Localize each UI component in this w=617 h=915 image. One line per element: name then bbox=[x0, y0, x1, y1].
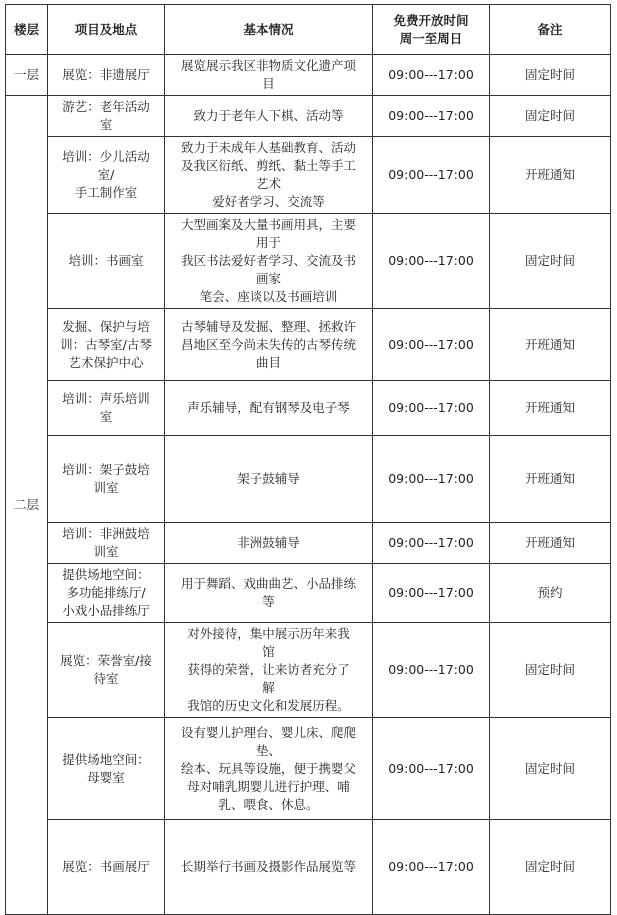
table-row bbox=[6, 96, 611, 137]
note-cell: 开班通知 bbox=[490, 523, 611, 564]
time-cell: 09:00---17:00 bbox=[373, 436, 490, 523]
project-cell: 发掘、保护与培 训：古琴室/古琴 艺术保护中心 bbox=[48, 309, 165, 381]
info-cell: 致力于老年人下棋、活动等 bbox=[165, 96, 373, 137]
project-cell: 展览：非遗展厅 bbox=[48, 55, 165, 96]
project-cell: 培训：声乐培训 室 bbox=[48, 381, 165, 436]
time-cell: 09:00---17:00 bbox=[373, 214, 490, 309]
time-cell: 09:00---17:00 bbox=[373, 55, 490, 96]
note-cell: 开班通知 bbox=[490, 309, 611, 381]
project-cell: 游艺：老年活动 室 bbox=[48, 96, 165, 137]
time-cell: 09:00---17:00 bbox=[373, 820, 490, 915]
info-cell: 用于舞蹈、戏曲曲艺、小品排练 等 bbox=[165, 564, 373, 623]
header-row bbox=[6, 5, 611, 55]
note-cell: 开班通知 bbox=[490, 137, 611, 214]
note-cell: 固定时间 bbox=[490, 96, 611, 137]
info-cell: 展览展示我区非物质文化遗产项 目 bbox=[165, 55, 373, 96]
project-cell: 展览：荣誉室/接 待室 bbox=[48, 623, 165, 718]
note-cell: 开班通知 bbox=[490, 381, 611, 436]
table-row bbox=[6, 214, 611, 309]
project-cell: 培训：架子鼓培 训室 bbox=[48, 436, 165, 523]
table-row bbox=[6, 523, 611, 564]
table-row bbox=[6, 137, 611, 214]
info-cell: 大型画案及大量书画用具，主要 用于 我区书法爱好者学习、交流及书 画家 笔会、座谈以及书画培训 bbox=[165, 214, 373, 309]
info-cell: 声乐辅导，配有钢琴及电子琴 bbox=[165, 381, 373, 436]
time-cell: 09:00---17:00 bbox=[373, 96, 490, 137]
project-cell: 培训：非洲鼓培 训室 bbox=[48, 523, 165, 564]
note-cell: 固定时间 bbox=[490, 820, 611, 915]
time-cell: 09:00---17:00 bbox=[373, 309, 490, 381]
project-cell: 提供场地空间： 母婴室 bbox=[48, 718, 165, 820]
time-cell: 09:00---17:00 bbox=[373, 623, 490, 718]
note-cell: 开班通知 bbox=[490, 436, 611, 523]
schedule-table bbox=[5, 4, 611, 915]
info-cell: 长期举行书画及摄影作品展览等 bbox=[165, 820, 373, 915]
time-cell: 09:00---17:00 bbox=[373, 137, 490, 214]
time-cell: 09:00---17:00 bbox=[373, 564, 490, 623]
project-cell: 提供场地空间： 多功能排练厅/ 小戏小品排练厅 bbox=[48, 564, 165, 623]
floor-cell-first: 一层 bbox=[6, 55, 48, 96]
note-cell: 固定时间 bbox=[490, 718, 611, 820]
time-cell: 09:00---17:00 bbox=[373, 718, 490, 820]
note-cell: 预约 bbox=[490, 564, 611, 623]
header-floor: 楼层 bbox=[6, 5, 48, 55]
header-info: 基本情况 bbox=[165, 5, 373, 55]
time-cell: 09:00---17:00 bbox=[373, 523, 490, 564]
table-row bbox=[6, 381, 611, 436]
info-cell: 非洲鼓辅导 bbox=[165, 523, 373, 564]
project-cell: 展览：书画展厅 bbox=[48, 820, 165, 915]
project-cell: 培训：少儿活动 室/ 手工制作室 bbox=[48, 137, 165, 214]
info-cell: 设有婴儿护理台、婴儿床、爬爬 垫、 绘本、玩具等设施，便于携婴父 母对哺乳期婴儿进行护理、哺 乳、喂食、休息。 bbox=[165, 718, 373, 820]
table-row bbox=[6, 623, 611, 718]
info-cell: 致力于未成年人基础教育、活动 及我区衍纸、剪纸、黏土等手工 艺术 爱好者学习、交流等 bbox=[165, 137, 373, 214]
header-time: 免费开放时间 周一至周日 bbox=[373, 5, 490, 55]
table-row bbox=[6, 436, 611, 523]
info-cell: 古琴辅导及发掘、整理、拯救许 昌地区至今尚未失传的古琴传统 曲目 bbox=[165, 309, 373, 381]
table-row bbox=[6, 309, 611, 381]
table-row bbox=[6, 718, 611, 820]
project-cell: 培训：书画室 bbox=[48, 214, 165, 309]
note-cell: 固定时间 bbox=[490, 214, 611, 309]
info-cell: 对外接待，集中展示历年来我 馆 获得的荣誉，让来访者充分了 解 我馆的历史文化和发展历程。 bbox=[165, 623, 373, 718]
header-project: 项目及地点 bbox=[48, 5, 165, 55]
note-cell: 固定时间 bbox=[490, 55, 611, 96]
header-note: 备注 bbox=[490, 5, 611, 55]
table-row bbox=[6, 564, 611, 623]
table-row bbox=[6, 55, 611, 96]
time-cell: 09:00---17:00 bbox=[373, 381, 490, 436]
floor-cell-second: 二层 bbox=[6, 96, 48, 915]
table-row bbox=[6, 820, 611, 915]
note-cell: 固定时间 bbox=[490, 623, 611, 718]
info-cell: 架子鼓辅导 bbox=[165, 436, 373, 523]
